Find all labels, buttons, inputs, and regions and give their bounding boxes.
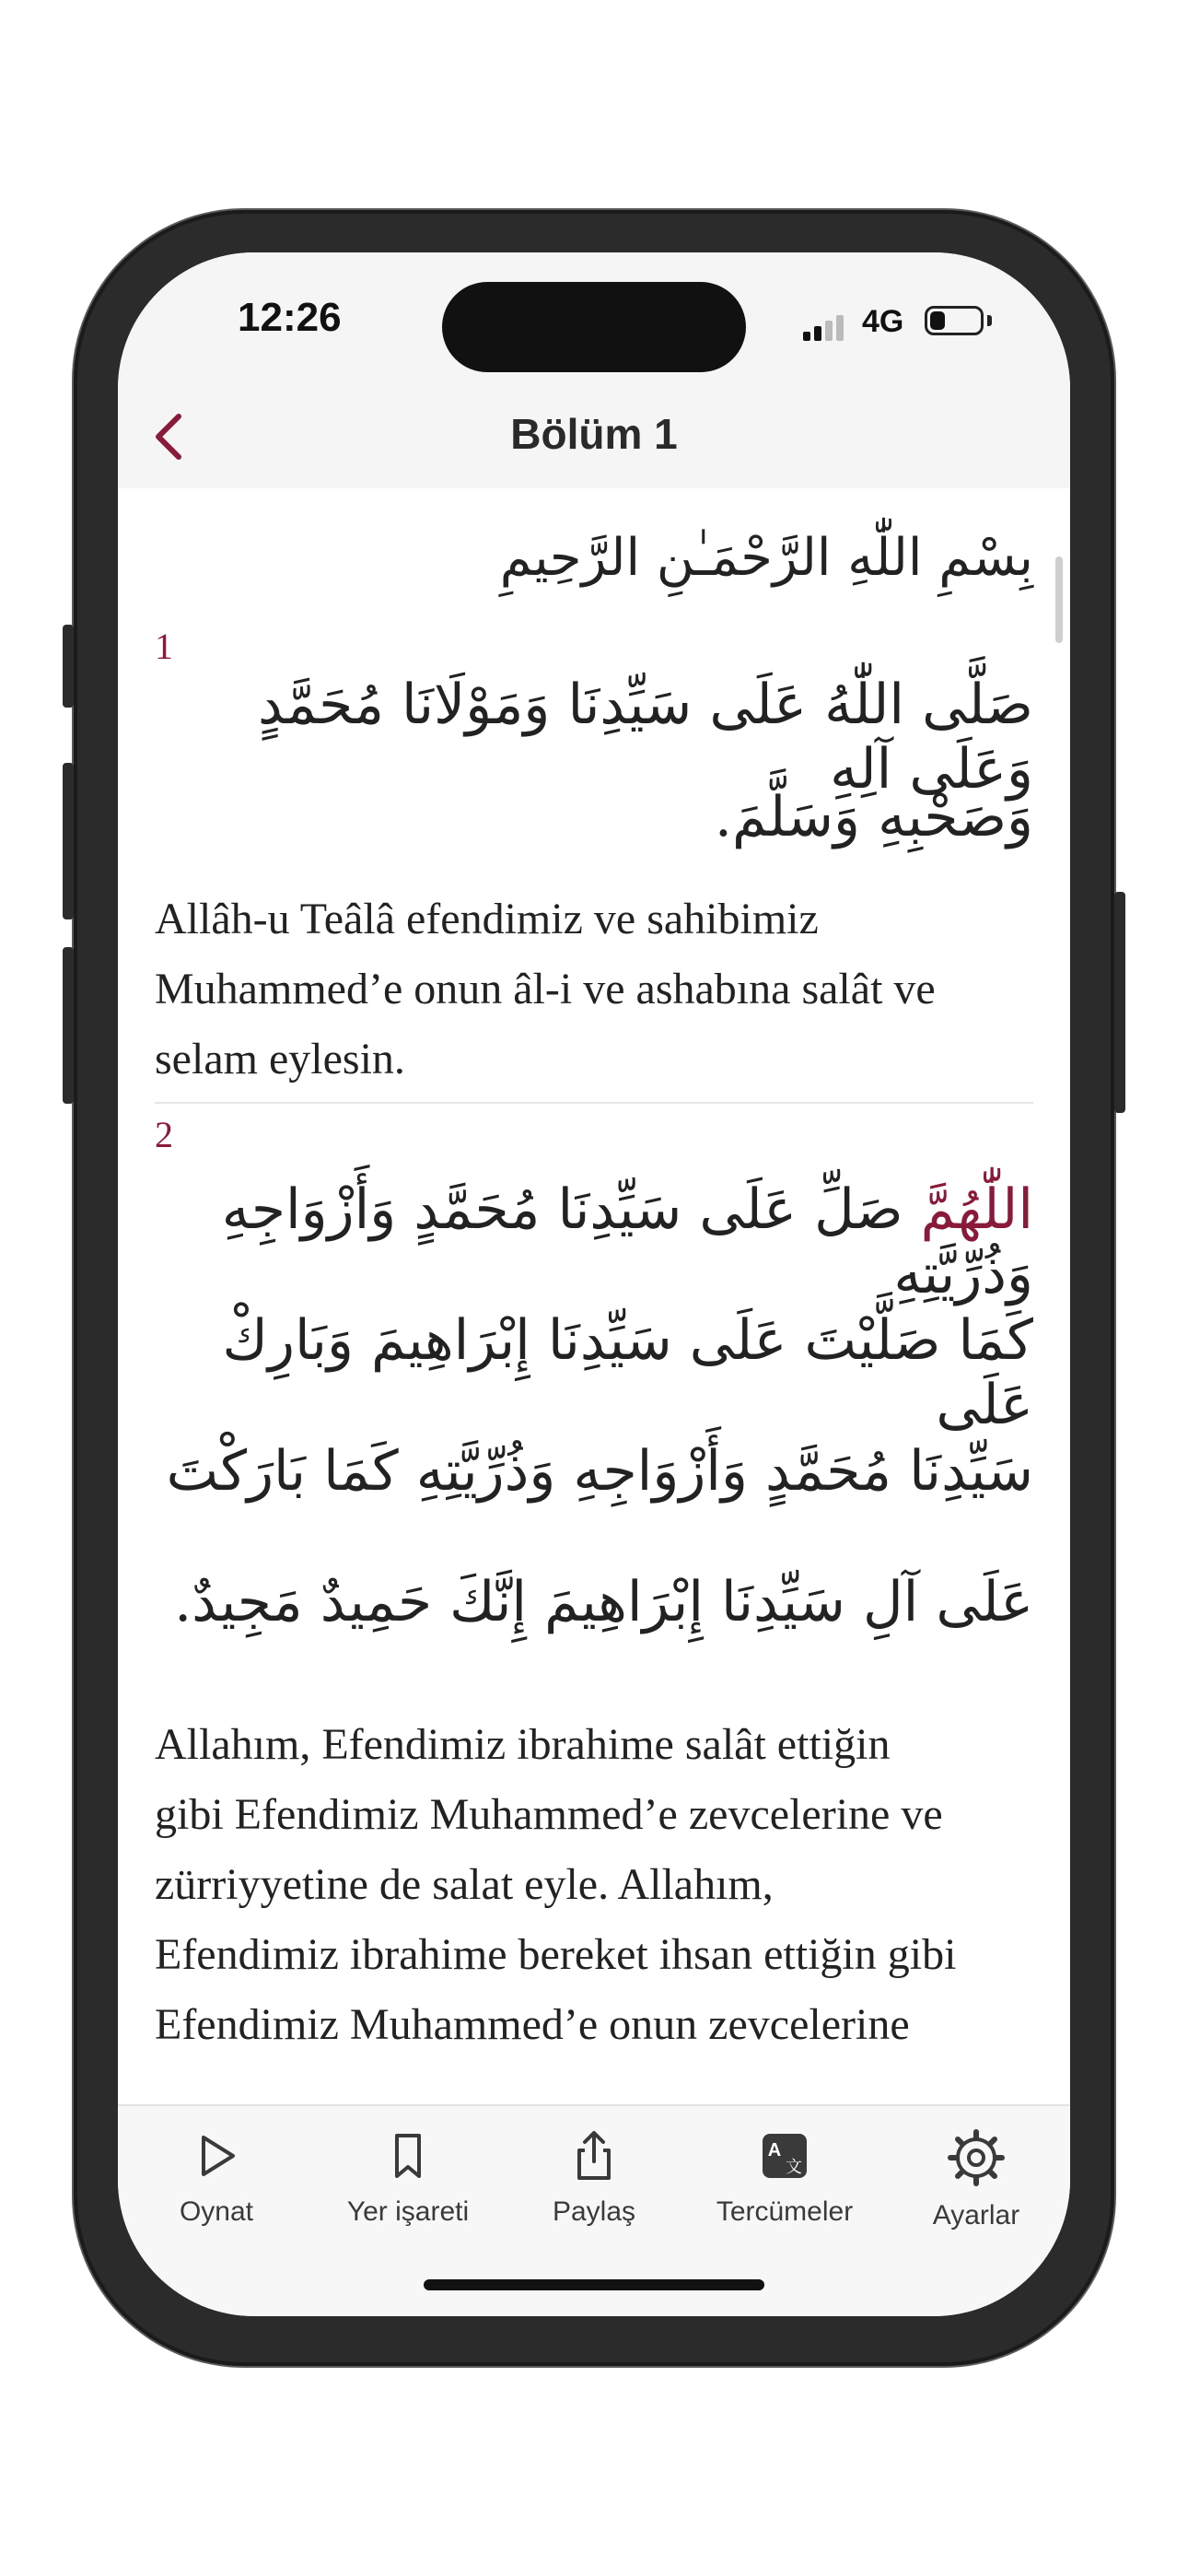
- svg-text:A: A: [767, 2140, 782, 2160]
- verse-arabic-text: صَلِّ عَلَى سَيِّدِنَا مُحَمَّدٍ وَأَزْوَاجِهِ وَذُرِّيَّتِهِ: [221, 1177, 1033, 1306]
- svg-text:文: 文: [786, 2158, 802, 2176]
- signal-icon: [801, 313, 847, 341]
- translation-line: Efendimiz Muhammed’e onun zevcelerine: [155, 2000, 910, 2049]
- verse-divider: [155, 1102, 1033, 1104]
- power-button: [1114, 892, 1125, 1113]
- tab-translations[interactable]: [693, 2128, 877, 2228]
- translation-line: Muhammed’e onun âl-i ve ashabına salât ve: [155, 965, 936, 1013]
- tab-label: Ayarlar: [932, 2200, 1020, 2231]
- app-screen: [118, 252, 1070, 2316]
- volume-down-button: [63, 947, 74, 1104]
- tab-play[interactable]: [124, 2128, 309, 2228]
- verse-arabic-line: سَيِّدِنَا مُحَمَّدٍ وَأَزْوَاجِهِ وَذُرِّيَّتِهِ كَمَا بَارَكْتَ: [166, 1439, 1033, 1504]
- tab-settings[interactable]: [884, 2128, 1068, 2231]
- volume-up-button: [63, 763, 74, 919]
- reader-content[interactable]: [118, 488, 1070, 2104]
- status-time: 12:26: [238, 295, 342, 340]
- tab-bookmark[interactable]: [316, 2128, 500, 2228]
- verse-number: 1: [155, 626, 173, 667]
- bottom-tab-bar: [118, 2104, 1070, 2316]
- dynamic-island: [442, 282, 746, 372]
- translation-line: Efendimiz ibrahime bereket ihsan ettiğin gibi: [155, 1930, 957, 1979]
- navigation-bar: [118, 381, 1070, 488]
- action-button: [63, 625, 74, 708]
- verse-translation: [155, 1710, 1033, 2060]
- verse-arabic-line: عَلَى آلِ سَيِّدِنَا إِبْرَاهِيمَ إِنَّكَ حَمِيدٌ مَجِيدٌ.: [174, 1570, 1033, 1634]
- verse-arabic-line: وَصَحْبِهِ وَسَلَّمَ.: [714, 785, 1033, 849]
- battery-level: [930, 311, 945, 330]
- home-indicator[interactable]: [424, 2279, 764, 2290]
- translation-line: zürriyyetine de salat eyle. Allahım,: [155, 1860, 774, 1909]
- gear-icon: [947, 2128, 1006, 2187]
- tab-label: Yer işareti: [346, 2196, 470, 2227]
- tab-label: Tercümeler: [716, 2196, 854, 2227]
- tab-label: Paylaş: [552, 2196, 636, 2227]
- verse-arabic-line: [118, 1177, 1070, 1306]
- tab-label: Oynat: [179, 2196, 254, 2227]
- verse-number: 2: [155, 1114, 173, 1155]
- besmele-text: بِسْمِ اللّٰهِ الرَّحْمَـٰنِ الرَّحِيمِ: [499, 528, 1033, 588]
- translation-line: gibi Efendimiz Muhammed’e zevcelerine ve: [155, 1790, 943, 1839]
- battery-icon: [925, 306, 984, 335]
- translation-line: selam eylesin.: [155, 1035, 405, 1083]
- play-icon: [189, 2128, 244, 2184]
- battery-tip: [987, 315, 992, 326]
- verse-arabic-line: كَمَا صَلَّيْتَ عَلَى سَيِّدِنَا إِبْرَاهِيمَ وَبَارِكْ عَلَى: [222, 1308, 1033, 1437]
- translate-icon: [757, 2128, 812, 2184]
- page-title: Bölüm 1: [510, 410, 678, 458]
- network-type: 4G: [862, 304, 904, 339]
- translation-line: Allâh-u Teâlâ efendimiz ve sahibimiz: [155, 895, 819, 943]
- verse-translation: [155, 884, 1033, 1095]
- verse-arabic-highlight: اللّٰهُمَّ: [920, 1177, 1033, 1242]
- bookmark-icon: [380, 2128, 436, 2184]
- verse-arabic-line: صَلَّى اللّٰهُ عَلَى سَيِّدِنَا وَمَوْلَانَا مُحَمَّدٍ وَعَلَى آلِهِ: [257, 673, 1033, 802]
- translation-line: Allahım, Efendimiz ibrahime salât ettiğin: [155, 1720, 891, 1769]
- share-icon: [566, 2128, 622, 2184]
- status-bar: [118, 252, 1070, 381]
- tab-share[interactable]: [502, 2128, 686, 2228]
